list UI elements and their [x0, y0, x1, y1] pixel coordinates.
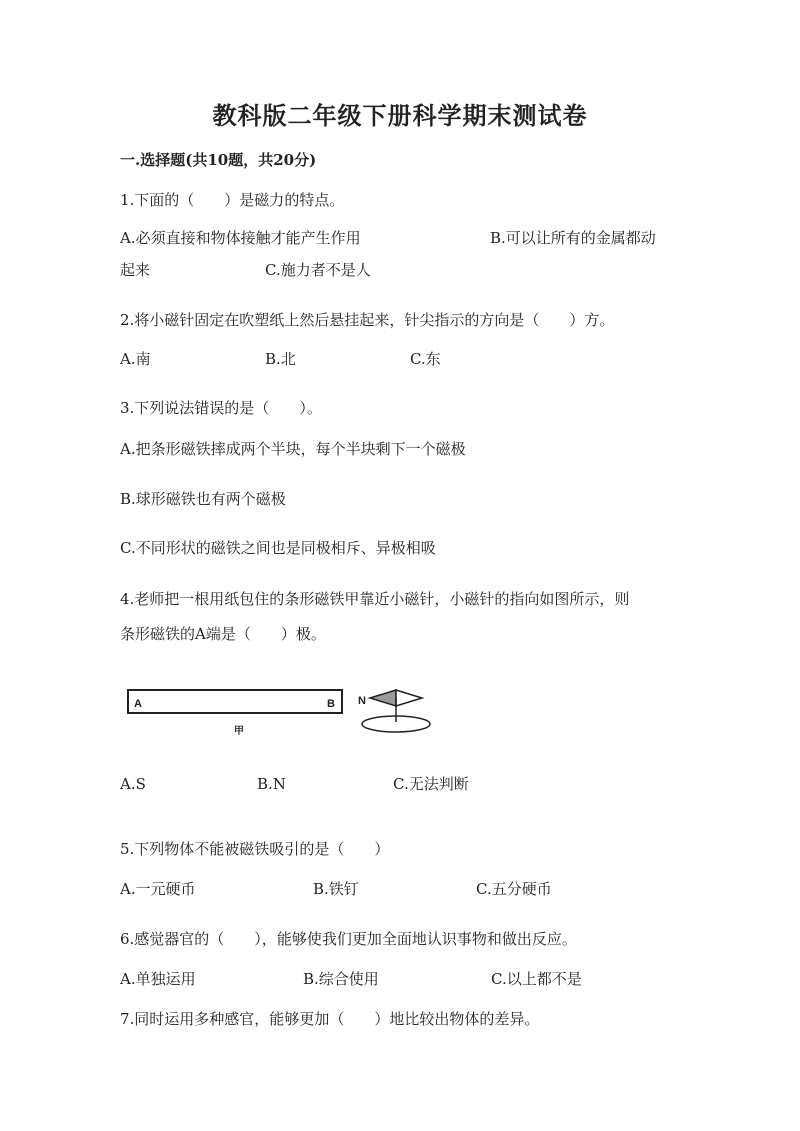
question-5-option-a: A.一元硬币 — [120, 880, 196, 898]
question-6-option-c: C.以上都不是 — [491, 970, 582, 988]
section-heading: 一.选择题(共10题，共20分) — [120, 151, 317, 169]
question-3-stem: 3.下列说法错误的是（ ）。 — [120, 399, 322, 417]
question-3-option-c: C.不同形状的磁铁之间也是同极相斥、异极相吸 — [120, 539, 436, 557]
question-1-stem: 1.下面的（ ）是磁力的特点。 — [120, 191, 345, 209]
question-7-stem: 7.同时运用多种感官，能够更加（ ）地比较出物体的差异。 — [120, 1010, 540, 1028]
question-2-stem: 2.将小磁针固定在吹塑纸上然后悬挂起来，针尖指示的方向是（ ）方。 — [120, 311, 615, 329]
question-1-option-b: B.可以让所有的金属都动 — [490, 229, 656, 247]
question-6-stem: 6.感觉器官的（ ），能够使我们更加全面地认识事物和做出反应。 — [120, 930, 577, 948]
page-title: 教科版二年级下册科学期末测试卷 — [212, 101, 588, 130]
magnet-compass-figure — [120, 682, 440, 752]
question-4-option-b: B.N — [257, 775, 286, 793]
question-5-option-c: C.五分硬币 — [476, 880, 552, 898]
question-4-option-c: C.无法判断 — [393, 775, 469, 793]
question-4-option-a: A.S — [120, 775, 146, 793]
question-6-option-b: B.综合使用 — [303, 970, 379, 988]
needle-n-label: N — [358, 695, 366, 707]
needle-north-half — [370, 690, 396, 706]
question-1-option-a: A.必须直接和物体接触才能产生作用 — [120, 229, 361, 247]
question-1-option-b-continued: 起来 — [120, 261, 151, 279]
magnet-end-b-label: B — [327, 698, 335, 710]
magnet-name-label: 甲 — [234, 726, 244, 737]
question-6-option-a: A.单独运用 — [120, 970, 196, 988]
question-2-option-c: C.东 — [410, 350, 441, 368]
question-2-option-b: B.北 — [265, 350, 296, 368]
question-4-stem-line-1: 4.老师把一根用纸包住的条形磁铁甲靠近小磁针，小磁针的指向如图所示，则 — [120, 590, 630, 608]
question-5-stem: 5.下列物体不能被磁铁吸引的是（ ） — [120, 840, 390, 858]
magnet-end-a-label: A — [134, 698, 142, 710]
needle-south-half — [396, 690, 422, 706]
question-3-option-a: A.把条形磁铁摔成两个半块，每个半块剩下一个磁极 — [120, 440, 466, 458]
question-5-option-b: B.铁钉 — [313, 880, 359, 898]
bar-magnet — [128, 690, 342, 713]
question-1-option-c: C.施力者不是人 — [265, 261, 371, 279]
question-4-stem-line-2: 条形磁铁的A端是（ ）极。 — [120, 625, 326, 643]
question-3-option-b: B.球形磁铁也有两个磁极 — [120, 490, 286, 508]
question-2-option-a: A.南 — [120, 350, 151, 368]
